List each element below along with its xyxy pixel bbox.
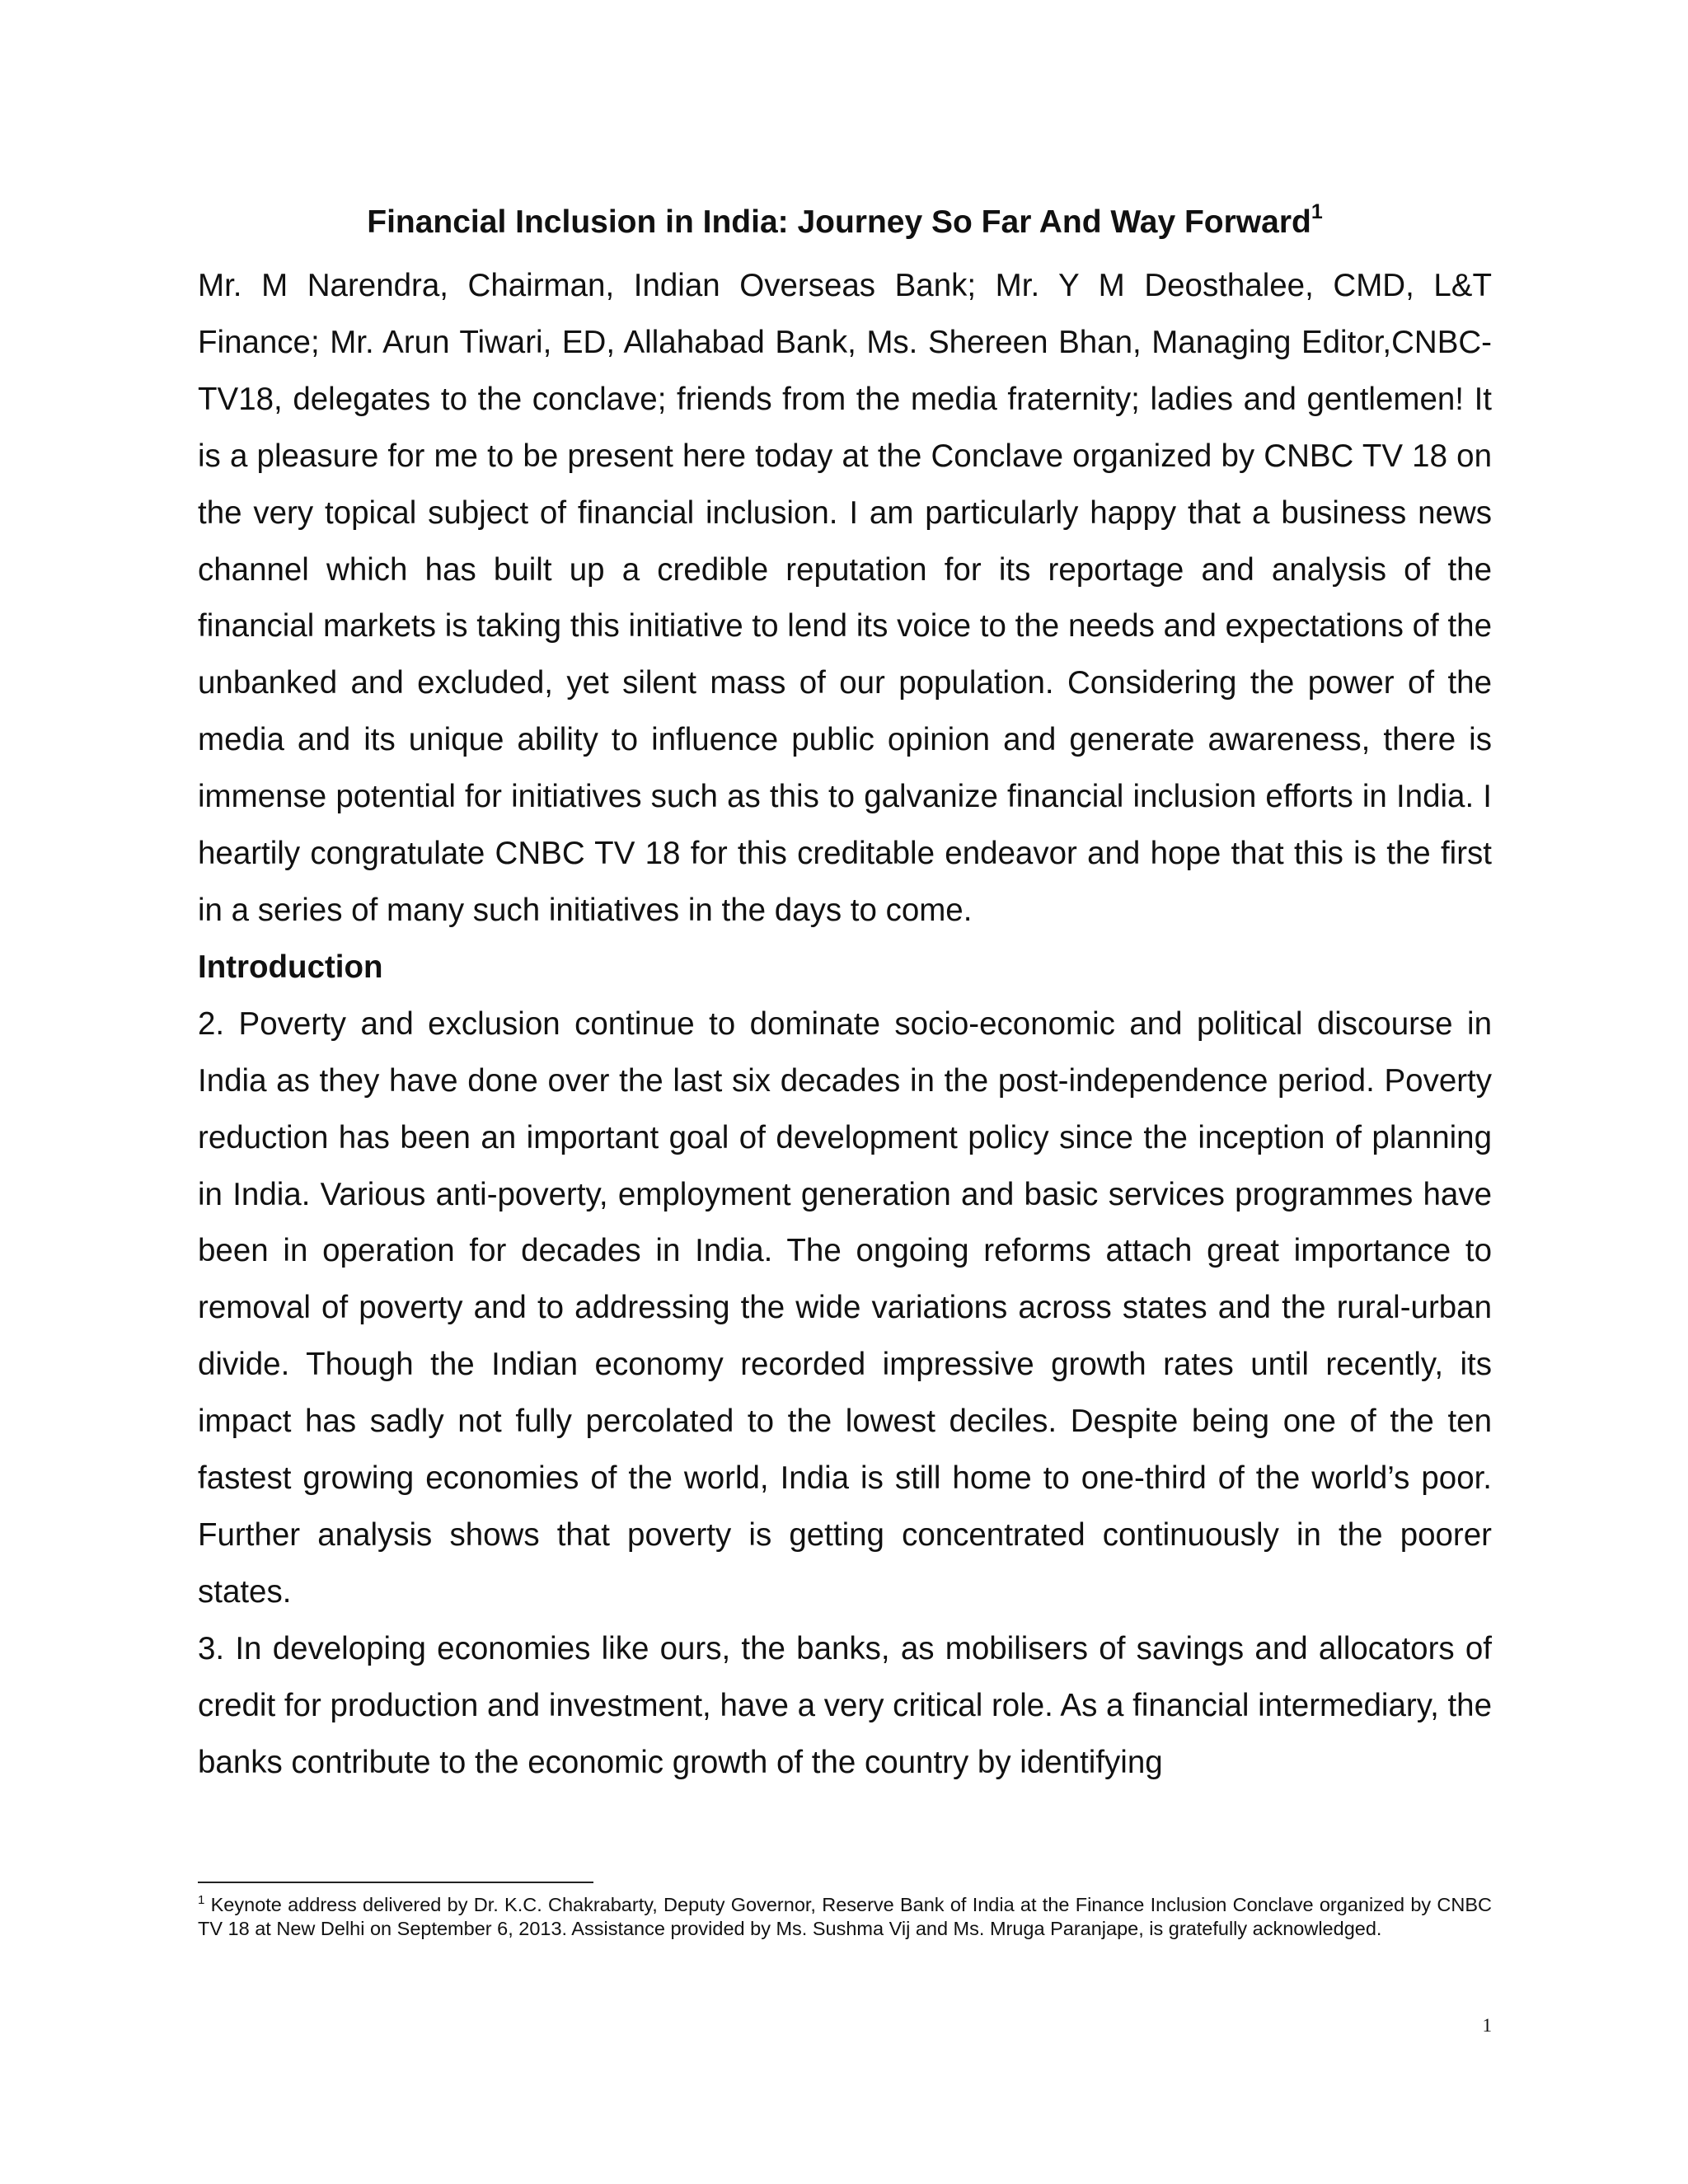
section-heading-introduction: Introduction: [198, 949, 383, 985]
body-text: [198, 258, 1492, 1791]
document-title: [198, 191, 1492, 246]
footnote-marker: 1: [198, 1893, 205, 1907]
footnote-text: Keynote address delivered by Dr. K.C. Chakrabarty, Deputy Governor, Reserve Bank of India at the Finance Inclusion Conclave organized by CNBC TV 18 at New Delhi on September 6, 2013. Assistance provided by Ms. Sushma Vij and Ms. Mruga Paranjape, is gratefully acknowledged.: [198, 1893, 1493, 1939]
paragraph-3: 3. In developing economies like ours, the banks, as mobilisers of savings and allocators of credit for production and investment, have a very critical role. As a financial intermediary, the banks contribute to the economic growth of the country by identifying: [198, 1630, 1492, 1780]
paragraph-2: 2. Poverty and exclusion continue to dominate socio-economic and political discourse in India as they have done over the last six decades in the post-independence period. Poverty reduction has been an important goal of development policy since the inception of planning in India. Various anti-poverty, employment generation and basic services programmes have been in operation for decades in India. The ongoing reforms attach great importance to removal of poverty and to addressing the wide variations across states and the rural-urban divide. Though the Indian economy recorded impressive growth rates until recently, its impact has sadly not fully percolated to the lowest deciles. Despite being one of the ten fastest growing economies of the world, India is still home to one-third of the world’s poor. Further analysis shows that poverty is getting concentrated continuously in the poorer states.: [198, 1005, 1492, 1610]
page-number: 1: [1482, 2015, 1492, 2036]
footnote: [198, 1888, 1492, 1941]
title-text: Financial Inclusion in India: Journey So Far And Way Forward: [367, 204, 1311, 240]
opening-paragraph: Mr. M Narendra, Chairman, Indian Overseas Bank; Mr. Y M Deosthalee, CMD, L&T Finance; Mr. Arun Tiwari, ED, Allahabad Bank, Ms. Shereen Bhan, Managing Editor,CNBC-TV18, delegates to the conclave; friends from the media fraternity; ladies and gentlemen! It is a pleasure for me to be present here today at the Conclave organized by CNBC TV 18 on the very topical subject of financial inclusion. I am particularly happy that a business news channel which has built up a credible reputation for its reportage and analysis of the financial markets is taking this initiative to lend its voice to the needs and expectations of the unbanked and excluded, yet silent mass of our population. Considering the power of the media and its unique ability to influence public opinion and generate awareness, there is immense potential for initiatives such as this to galvanize financial inclusion efforts in India. I heartily congratulate CNBC TV 18 for this creditable endeavor and hope that this is the first in a series of many such initiatives in the days to come.: [198, 268, 1492, 928]
title-footnote-marker: 1: [1311, 200, 1323, 223]
footnote-separator: [198, 1882, 593, 1883]
